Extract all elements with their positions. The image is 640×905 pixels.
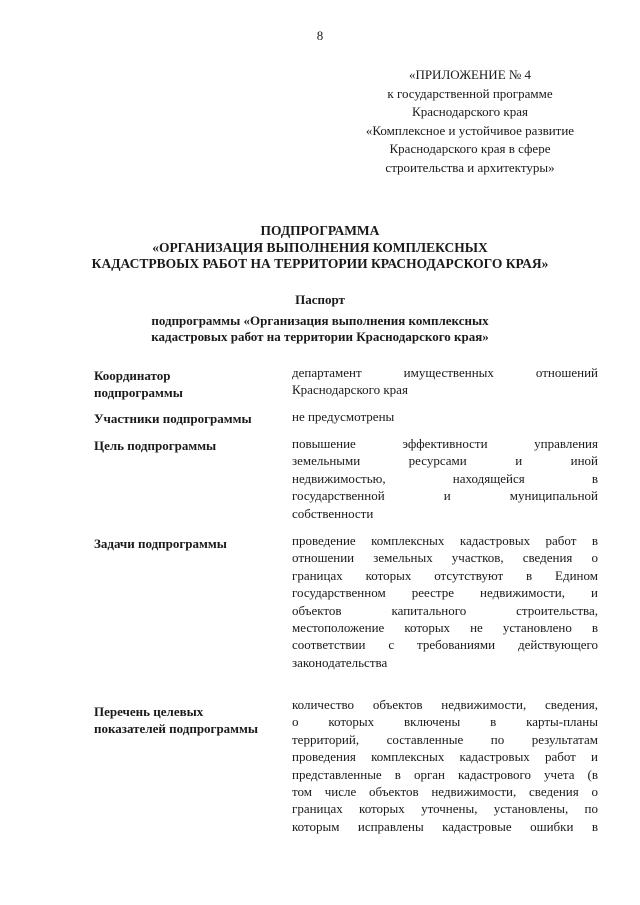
row-value-goal [292, 435, 598, 522]
passport-heading: Паспорт [295, 292, 345, 307]
label-line: Координатор [94, 368, 171, 383]
label-line: Участники подпрограммы [94, 411, 252, 426]
row-value-tasks [292, 532, 598, 671]
appendix-line: Краснодарского края [412, 104, 528, 119]
passport-heading-block [0, 292, 640, 346]
row-label-tasks [94, 535, 284, 552]
row-label-indicators [94, 703, 284, 738]
value-line: собственности [292, 505, 374, 521]
title-line: КАДАСТРВОЫХ РАБОТ НА ТЕРРИТОРИИ КРАСНОДАРСКОГО КРАЯ» [91, 256, 549, 271]
value-line: местоположение которых не установлено в [292, 620, 598, 636]
row-value-indicators [292, 696, 598, 835]
passport-subline: кадастровых работ на территории Краснодарского края» [151, 329, 489, 344]
passport-subline: подпрограммы «Организация выполнения комплексных [151, 312, 489, 328]
value-line: отношении земельных участков, сведения о [292, 550, 598, 566]
appendix-block [330, 66, 610, 177]
label-line: Перечень целевых [94, 704, 204, 719]
value-line: объектов капитального строительства, [292, 602, 598, 618]
row-label-goal [94, 437, 284, 454]
value-line: количество объектов недвижимости, сведения, [292, 697, 598, 712]
value-line: о которых включены в карты-планы [292, 714, 598, 730]
value-line: проведение комплексных кадастровых работ в [292, 533, 598, 548]
row-label-participants [94, 410, 284, 427]
row-value-coordinator [292, 364, 598, 399]
appendix-line: Краснодарского края в сфере [389, 141, 551, 156]
title-line: ПОДПРОГРАММА [260, 223, 380, 238]
row-value-participants [292, 408, 598, 425]
value-line: границах которых отсутствуют в Едином [292, 567, 598, 583]
label-line: подпрограммы [94, 385, 183, 401]
value-line: повышение эффективности управления [292, 436, 598, 451]
subprogram-title [0, 223, 640, 273]
label-line: показателей подпрограммы [94, 721, 259, 737]
appendix-line: «ПРИЛОЖЕНИЕ № 4 [408, 67, 532, 82]
value-line: границах которых уточнены, установлены, по [292, 801, 598, 817]
value-line: которым исправлены кадастровые ошибки в [292, 818, 598, 834]
value-line: соответствии с требованиями действующего [292, 637, 598, 653]
value-line: государственной и муниципальной [292, 488, 598, 504]
value-line: не предусмотрены [292, 409, 395, 424]
value-line: проведения комплексных кадастровых работ и [292, 749, 598, 765]
value-line: законодательства [292, 654, 388, 670]
label-line: Задачи подпрограммы [94, 536, 227, 551]
row-label-coordinator [94, 367, 284, 402]
value-line: департамент имущественных отношений [292, 365, 598, 380]
label-line: Цель подпрограммы [94, 438, 217, 453]
title-line: «ОРГАНИЗАЦИЯ ВЫПОЛНЕНИЯ КОМПЛЕКСНЫХ [152, 239, 488, 255]
appendix-line: строительства и архитектуры» [385, 159, 555, 175]
value-line: государственном реестре недвижимости, и [292, 585, 598, 601]
appendix-line: «Комплексное и устойчивое развитие [365, 122, 575, 138]
value-line: том числе объектов недвижимости, сведения о [292, 784, 598, 800]
appendix-line: к государственной программе [387, 85, 553, 101]
page-number: 8 [316, 28, 324, 43]
value-line: Краснодарского края [292, 382, 408, 398]
value-line: земельными ресурсами и иной [292, 453, 598, 469]
value-line: представленные в орган кадастрового учета (в [292, 766, 598, 782]
value-line: недвижимостью, находящейся в [292, 470, 598, 486]
value-line: территорий, составленные по результатам [292, 731, 598, 747]
